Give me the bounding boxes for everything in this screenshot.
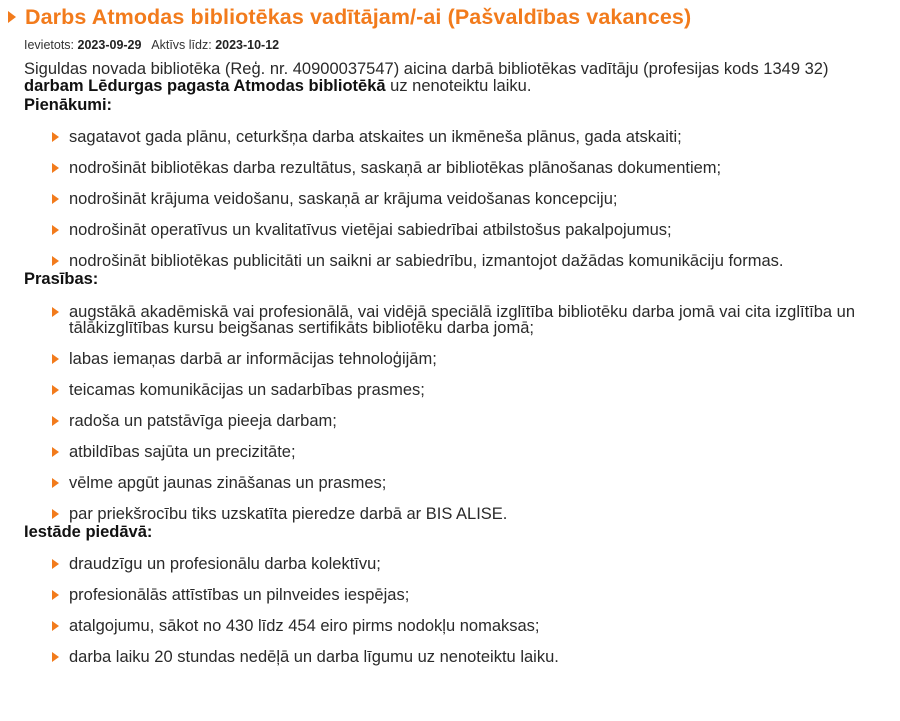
triangle-bullet-icon	[52, 163, 59, 173]
duties-heading: Pienākumi:	[24, 96, 113, 114]
list-item-text: nodrošināt bibliotēkas darba rezultātus, saskaņā ar bibliotēkas plānošanas dokumentiem;	[69, 159, 722, 177]
list-item	[52, 444, 886, 460]
list-item-text: radoša un patstāvīga pieeja darbam;	[69, 412, 337, 430]
triangle-bullet-icon	[52, 225, 59, 235]
requirements-heading: Prasības:	[24, 270, 99, 288]
published-date: 2023-09-29	[77, 38, 142, 52]
list-item	[52, 191, 886, 207]
list-item-text: vēlme apgūt jaunas zināšanas un prasmes;	[69, 474, 387, 492]
triangle-bullet-icon	[52, 307, 59, 317]
duties-list	[52, 129, 886, 269]
list-item-text: atalgojumu, sākot no 430 līdz 454 eiro pirms nodokļu nomaksas;	[69, 617, 540, 635]
triangle-bullet-icon	[52, 256, 59, 266]
list-item-text: nodrošināt operatīvus un kvalitatīvus vietējai sabiedrībai atbilstošus pakalpojumus;	[69, 221, 672, 239]
list-item-text: profesionālās attīstības un pilnveides iespējas;	[69, 586, 410, 604]
offers-list	[52, 556, 886, 665]
intro-tail-text: uz nenoteiktu laiku.	[385, 77, 532, 95]
list-item	[52, 253, 886, 269]
vacancy-meta	[24, 36, 886, 54]
requirements-list	[52, 304, 886, 522]
list-item-text: darba laiku 20 stundas nedēļā un darba līgumu uz nenoteiktu laiku.	[69, 648, 559, 666]
list-item-text: par priekšrocību tiks uzskatīta pieredze darbā ar BIS ALISE.	[69, 505, 508, 523]
list-item	[52, 556, 886, 572]
triangle-bullet-icon	[52, 416, 59, 426]
list-item-text: draudzīgu un profesionālu darba kolektīvu;	[69, 555, 381, 573]
triangle-bullet-icon	[52, 354, 59, 364]
triangle-bullet-icon	[52, 447, 59, 457]
intro-text: Siguldas novada bibliotēka (Reģ. nr. 40900037547) aicina darbā bibliotēkas vadītāju (profesijas kods 1349 32)	[24, 60, 829, 78]
vacancy-title-link[interactable]: Darbs Atmodas bibliotēkas vadītājam/-ai (Pašvaldības vakances)	[25, 4, 692, 29]
list-item	[52, 222, 886, 238]
list-item	[52, 304, 886, 336]
triangle-bullet-icon	[52, 652, 59, 662]
triangle-bullet-icon	[52, 194, 59, 204]
triangle-bullet-icon	[52, 590, 59, 600]
triangle-bullet-icon	[52, 509, 59, 519]
list-item-text: labas iemaņas darbā ar informācijas tehnoloģijām;	[69, 350, 437, 368]
vacancy-intro	[24, 61, 886, 95]
list-item	[52, 475, 886, 491]
triangle-bullet-icon	[52, 478, 59, 488]
list-item	[52, 413, 886, 429]
list-item-text: augstākā akadēmiskā vai profesionālā, vai vidējā speciālā izglītība bibliotēku darba jomā vai cita izglītība un tālākizglītības kursu beigšanas sertifikāts bibliotēku darba jomā;	[69, 303, 856, 337]
list-item	[52, 129, 886, 145]
triangle-bullet-icon	[52, 132, 59, 142]
list-item	[52, 160, 886, 176]
list-item-text: teicamas komunikācijas un sadarbības prasmes;	[69, 381, 425, 399]
list-item-text: nodrošināt bibliotēkas publicitāti un saikni ar sabiedrību, izmantojot dažādas komunikāciju formas.	[69, 252, 784, 270]
list-item	[52, 506, 886, 522]
intro-bold-text: darbam Lēdurgas pagasta Atmodas bibliotēkā	[24, 77, 386, 95]
list-item	[52, 649, 886, 665]
published-label: Ievietots:	[24, 38, 75, 52]
vacancy-title-row	[8, 0, 886, 33]
triangle-bullet-icon	[52, 385, 59, 395]
list-item-text: atbildības sajūta un precizitāte;	[69, 443, 296, 461]
triangle-bullet-icon	[52, 559, 59, 569]
list-item	[52, 587, 886, 603]
offers-heading: Iestāde piedāvā:	[24, 523, 153, 541]
active-until-date: 2023-10-12	[215, 38, 280, 52]
list-item-text: nodrošināt krājuma veidošanu, saskaņā ar krājuma veidošanas koncepciju;	[69, 190, 618, 208]
triangle-bullet-icon	[8, 11, 16, 23]
list-item	[52, 382, 886, 398]
list-item	[52, 351, 886, 367]
list-item	[52, 618, 886, 634]
list-item-text: sagatavot gada plānu, ceturkšņa darba atskaites un ikmēneša plānus, gada atskaiti;	[69, 128, 682, 146]
active-until-label: Aktīvs līdz:	[151, 38, 212, 52]
triangle-bullet-icon	[52, 621, 59, 631]
